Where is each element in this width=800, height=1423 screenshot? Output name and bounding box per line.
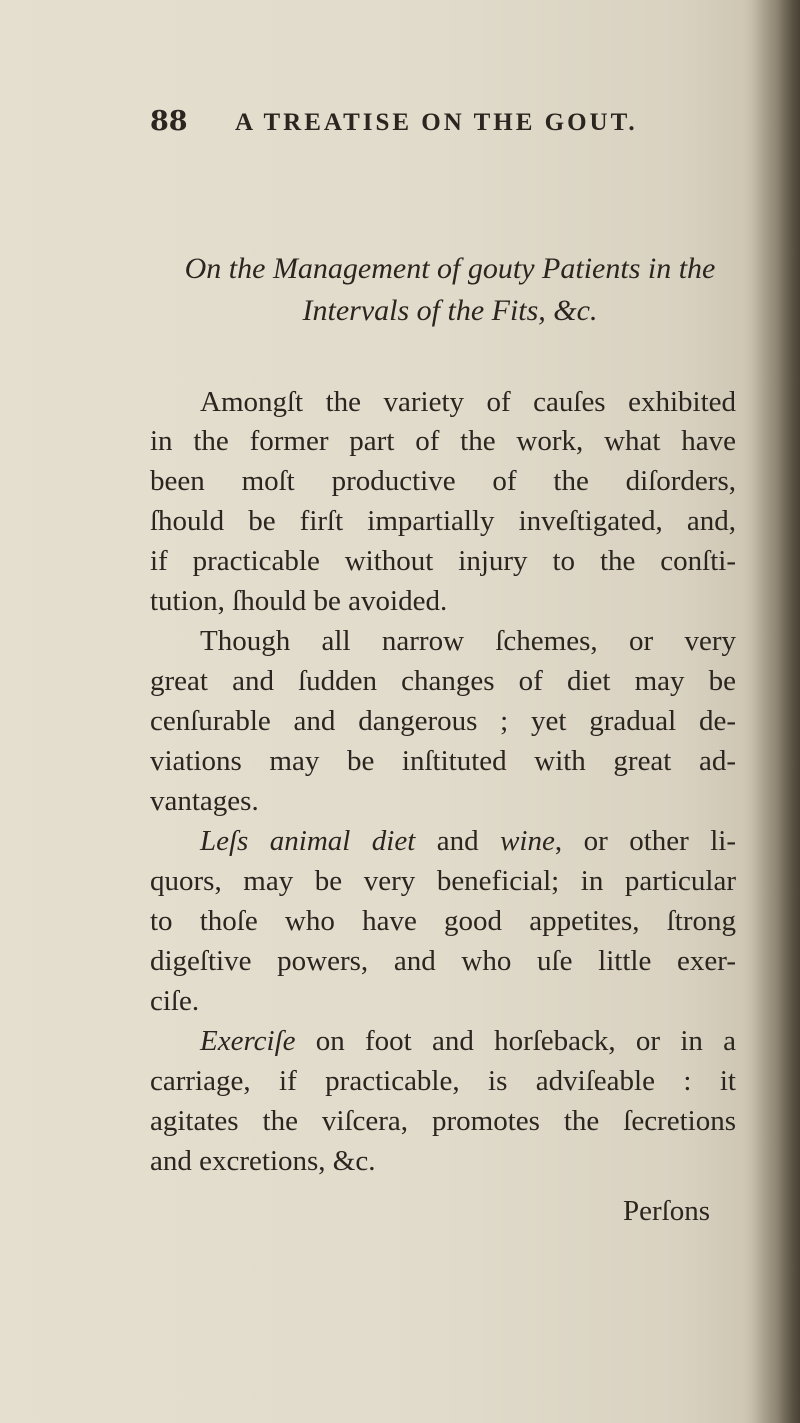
italic-phrase-exercise: Exerciſe bbox=[200, 1025, 296, 1057]
text-line: Amongſt the variety of cauſes exhibited bbox=[200, 386, 736, 418]
section-heading-line-1: On the Management of gouty Patients in the bbox=[184, 252, 716, 285]
text-line: agitates the viſcera, promotes the ſecretions bbox=[150, 1105, 736, 1137]
text-line: and excretions, &c. bbox=[150, 1145, 376, 1177]
text-line: Though all narrow ſchemes, or very bbox=[200, 625, 736, 657]
text-line: ſhould be firſt impartially inveſtigated, and, bbox=[150, 505, 736, 537]
page-number: 88 bbox=[150, 106, 188, 137]
text-line-mixed bbox=[150, 823, 736, 859]
running-head bbox=[150, 106, 750, 146]
text-line-mixed bbox=[150, 1023, 736, 1059]
text-line: quors, may be very beneficial; in particular bbox=[150, 865, 736, 897]
text-line: in the former part of the work, what have bbox=[150, 425, 736, 457]
text-line: carriage, if practicable, is adviſeable : it bbox=[150, 1065, 736, 1097]
text-line: great and ſudden changes of diet may be bbox=[150, 665, 736, 697]
text-rest: , or other li- bbox=[554, 825, 737, 857]
catchword: Perſons bbox=[623, 1195, 710, 1227]
text-line: been moſt productive of the diſorders, bbox=[150, 465, 736, 497]
text-line: digeſtive powers, and who uſe little exer- bbox=[150, 945, 736, 977]
text-line: cenſurable and dangerous ; yet gradual de- bbox=[150, 705, 736, 737]
page-gutter-shadow bbox=[754, 0, 800, 1423]
running-title: A TREATISE ON THE GOUT. bbox=[235, 109, 638, 136]
text-line: to thoſe who have good appetites, ſtrong bbox=[150, 905, 736, 937]
text-line: vantages. bbox=[150, 785, 259, 817]
text-line: if practicable without injury to the conſti- bbox=[150, 545, 736, 577]
text-line: ciſe. bbox=[150, 985, 200, 1017]
italic-phrase-wine: wine bbox=[500, 825, 555, 857]
text-line: tution, ſhould be avoided. bbox=[150, 585, 448, 617]
text-rest: on foot and horſeback, or in a bbox=[295, 1025, 736, 1057]
section-heading-line-2: Intervals of the Fits, &c. bbox=[302, 294, 598, 327]
italic-phrase-less-animal-diet: Leſs animal diet bbox=[200, 825, 416, 857]
text-and: and bbox=[415, 825, 501, 857]
text-line: viations may be inſtituted with great ad- bbox=[150, 745, 736, 777]
